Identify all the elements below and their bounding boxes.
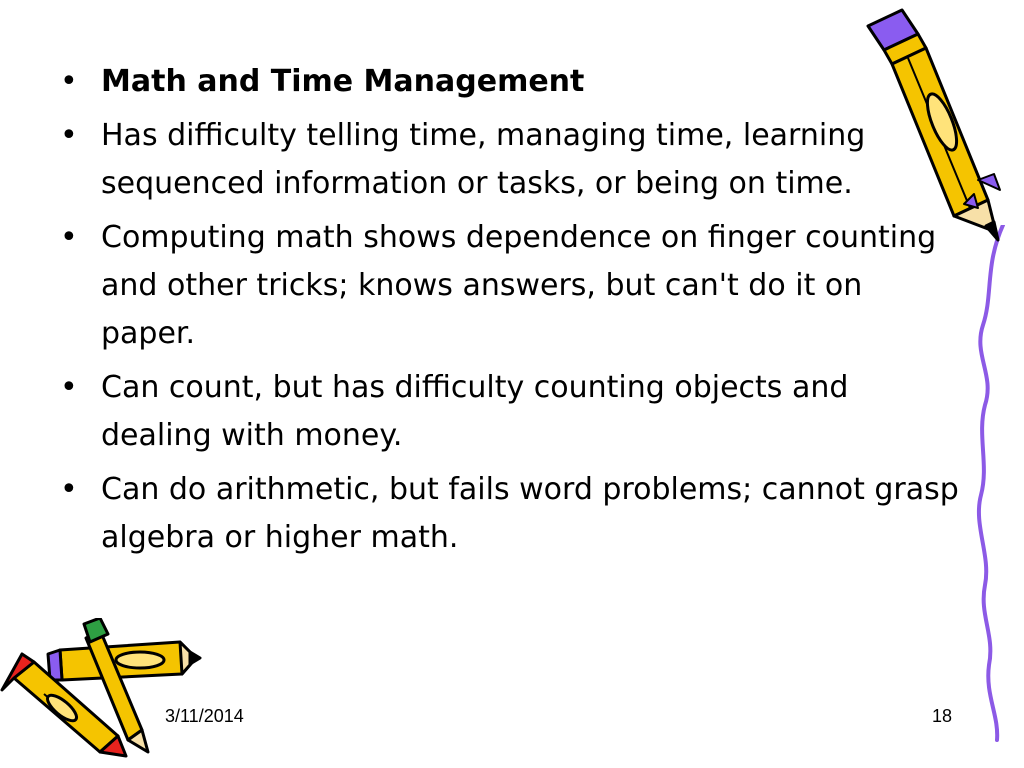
bullet-list	[58, 58, 963, 568]
bullet-marker: •	[60, 220, 78, 255]
list-item	[58, 364, 963, 460]
list-item	[58, 214, 963, 358]
list-item	[58, 112, 963, 208]
bullet-marker: •	[60, 472, 78, 507]
bullet-text: Has difficulty telling time, managing time, learning sequenced information or tasks, or being on time.	[101, 118, 866, 201]
bullet-marker: •	[60, 370, 78, 405]
bullet-heading-text: Math and Time Management	[101, 64, 585, 99]
bullet-text: Can count, but has difficulty counting objects and dealing with money.	[101, 370, 849, 453]
footer-date: 3/11/2014	[165, 706, 244, 726]
crayons-icon	[0, 618, 205, 758]
bullet-text: Can do arithmetic, but fails word problems; cannot grasp algebra or higher math.	[101, 472, 959, 555]
bullet-marker: •	[60, 64, 78, 99]
list-item	[58, 466, 963, 562]
squiggle-line-decoration	[955, 225, 1015, 745]
bullet-marker: •	[60, 118, 78, 153]
bullet-text: Computing math shows dependence on finger counting and other tricks; knows answers, but can't do it on paper.	[101, 220, 937, 351]
page-number: 18	[932, 706, 953, 726]
list-item	[58, 58, 963, 106]
